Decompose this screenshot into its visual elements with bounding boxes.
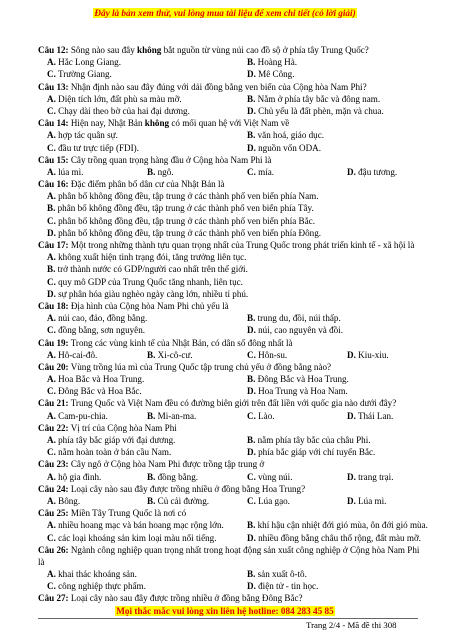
option-row bbox=[38, 495, 438, 507]
question-stem bbox=[38, 458, 438, 470]
question-text-part: Vùng trồng lúa mì của Trung Quốc tập trung chủ yếu ở đồng bằng nào? bbox=[70, 361, 332, 372]
option-text: Củ cải đường. bbox=[157, 495, 210, 506]
option-letter: D. bbox=[347, 471, 356, 482]
option-letter: D. bbox=[247, 386, 256, 397]
question-text bbox=[69, 484, 306, 494]
option-row bbox=[38, 93, 438, 105]
option-text: Lúa gạo. bbox=[258, 495, 290, 506]
question-number: Câu 17: bbox=[38, 240, 69, 250]
question-text-part: Một trong những thành tựu quan trọng nhất của Trung Quốc trong phát triển kinh tế - xã hội là bbox=[70, 240, 415, 250]
option-text: Nằm ở phía tây bắc và đông nam. bbox=[257, 93, 381, 104]
option-letter: A. bbox=[47, 410, 56, 421]
question-number: Câu 24: bbox=[38, 483, 69, 494]
question-text-part: Đặc điểm phân bố dân cư của Nhật Bản là bbox=[70, 179, 225, 190]
question-number: Câu 25: bbox=[38, 508, 69, 519]
hotline-text: Mọi thắc mắc vui lòng xin liên hệ hotline: 084 283 45 85 bbox=[116, 606, 334, 616]
answer-option[interactable] bbox=[238, 385, 438, 397]
answer-option[interactable] bbox=[238, 568, 438, 580]
question-text-part: Nhận định nào sau đây đúng với dải đồng bằng ven biển của Cộng hòa Nam Phi? bbox=[70, 81, 367, 92]
option-row bbox=[38, 410, 438, 422]
option-text: phân bố không đồng đều, tập trung ở các thành phố ven biển phía Tây. bbox=[57, 203, 314, 214]
option-letter: B. bbox=[47, 203, 56, 214]
answer-option[interactable] bbox=[38, 129, 238, 141]
option-letter: B. bbox=[147, 410, 156, 421]
option-letter: C. bbox=[47, 215, 56, 226]
question-stem bbox=[38, 337, 438, 349]
option-text: mía. bbox=[258, 166, 275, 177]
option-letter: D. bbox=[247, 581, 256, 592]
option-letter: A. bbox=[47, 191, 56, 202]
option-row bbox=[38, 385, 438, 397]
option-text: các loại khoáng sản kim loại màu nổi tiếng. bbox=[58, 532, 217, 543]
answer-option[interactable] bbox=[38, 568, 238, 580]
option-text: đầu tư trực tiếp (FDI). bbox=[58, 142, 139, 153]
question-text bbox=[69, 301, 229, 311]
option-text: Hoàng Hà. bbox=[257, 57, 298, 68]
option-text: công nghiệp thực phẩm. bbox=[58, 581, 146, 592]
option-letter: A. bbox=[47, 252, 56, 263]
question-number: Câu 16: bbox=[38, 179, 69, 190]
answer-option[interactable] bbox=[238, 142, 438, 154]
option-letter: C. bbox=[47, 447, 56, 458]
question-text-part: có mối quan hệ với Việt Nam về bbox=[169, 118, 290, 129]
option-text: Hắc Long Giang. bbox=[58, 57, 122, 68]
option-text: nằm phía tây bắc của châu Phi. bbox=[257, 435, 371, 445]
option-text: khí hậu cận nhiệt đới gió mùa, ôn đới gió mùa. bbox=[257, 520, 428, 531]
option-text: Hôn-su. bbox=[258, 349, 288, 360]
option-letter: C. bbox=[247, 495, 256, 506]
question-number: Câu 23: bbox=[38, 459, 69, 470]
answer-option[interactable] bbox=[38, 142, 238, 154]
answer-option[interactable] bbox=[338, 471, 438, 483]
option-letter: A. bbox=[47, 495, 56, 506]
option-letter: C. bbox=[247, 410, 256, 421]
answer-option[interactable] bbox=[238, 56, 438, 68]
option-text: Chạy dài theo bờ của hai đại dương. bbox=[58, 105, 190, 116]
option-text: không xuất hiện tình trạng đói, tăng trưởng liên tục. bbox=[58, 252, 247, 263]
question-text-part: Cây ngô ở Cộng hòa Nam Phi được trồng tập trung ở bbox=[70, 459, 265, 470]
answer-option[interactable] bbox=[238, 434, 438, 446]
option-text: đậu tương. bbox=[358, 166, 398, 177]
footer-divider bbox=[38, 618, 418, 619]
option-letter: A. bbox=[47, 166, 56, 177]
answer-option[interactable] bbox=[238, 68, 438, 80]
option-letter: C. bbox=[47, 105, 56, 116]
option-text: Lúa mì. bbox=[358, 495, 387, 506]
question-number: Câu 12: bbox=[38, 45, 69, 55]
answer-option[interactable] bbox=[238, 324, 438, 336]
answer-option[interactable] bbox=[38, 68, 238, 80]
answer-option[interactable] bbox=[238, 410, 338, 422]
question-stem bbox=[38, 422, 438, 434]
option-row bbox=[38, 312, 438, 324]
answer-option[interactable] bbox=[138, 410, 238, 422]
option-letter: A. bbox=[47, 471, 56, 482]
option-row bbox=[38, 349, 438, 361]
question-text-part: Địa hình của Cộng hòa Nam Phi chủ yếu là bbox=[70, 300, 229, 311]
answer-option[interactable] bbox=[238, 532, 438, 544]
answer-option[interactable] bbox=[38, 251, 438, 263]
option-letter: C. bbox=[47, 386, 56, 397]
option-letter: D. bbox=[347, 166, 356, 177]
answer-option[interactable] bbox=[238, 373, 438, 385]
hotline-footer bbox=[0, 606, 450, 616]
option-text: phía tây bắc giáp với đại dương. bbox=[58, 435, 176, 445]
answer-option[interactable] bbox=[38, 190, 438, 202]
answer-option[interactable] bbox=[38, 385, 238, 397]
answer-option[interactable] bbox=[338, 495, 438, 507]
answer-option[interactable] bbox=[238, 105, 438, 117]
option-letter: D. bbox=[347, 495, 356, 506]
answer-option[interactable] bbox=[38, 349, 138, 361]
question-text bbox=[69, 155, 272, 165]
question-text bbox=[69, 593, 303, 603]
option-letter: B. bbox=[247, 57, 256, 68]
option-row bbox=[38, 142, 438, 154]
option-text: khai thác khoáng sản. bbox=[58, 569, 137, 580]
option-row bbox=[38, 532, 438, 544]
question-stem bbox=[38, 300, 438, 312]
option-row bbox=[38, 580, 438, 592]
option-text: Kiu-xiu. bbox=[358, 349, 389, 360]
option-text: Mi-an-ma. bbox=[157, 410, 197, 421]
option-text: Cam-pu-chia. bbox=[58, 410, 108, 421]
option-text: ngô. bbox=[157, 166, 174, 177]
option-row bbox=[38, 446, 438, 458]
question-number: Câu 13: bbox=[38, 81, 69, 92]
answer-option[interactable] bbox=[38, 93, 238, 105]
option-text: Bông. bbox=[58, 495, 81, 506]
option-letter: B. bbox=[47, 264, 56, 275]
option-text: văn hoá, giáo dục. bbox=[257, 130, 325, 141]
question-stem bbox=[38, 507, 438, 519]
option-letter: D. bbox=[247, 325, 256, 336]
option-text: hợp tác quân sự. bbox=[58, 130, 118, 141]
option-row bbox=[38, 166, 438, 178]
option-letter: C. bbox=[247, 471, 256, 482]
question-number: Câu 22: bbox=[38, 422, 69, 433]
answer-option[interactable] bbox=[338, 166, 438, 178]
answer-option[interactable] bbox=[38, 446, 238, 458]
question-text bbox=[69, 459, 265, 469]
answer-option[interactable] bbox=[38, 276, 438, 288]
answer-option[interactable] bbox=[238, 446, 438, 458]
option-letter: A. bbox=[47, 130, 56, 141]
option-text: phân bố không đồng đều, tập trung ở các thành phố ven biển phía Đông. bbox=[58, 227, 322, 238]
question-number: Câu 26: bbox=[38, 544, 69, 555]
answer-option[interactable] bbox=[138, 349, 238, 361]
answer-option[interactable] bbox=[38, 410, 138, 422]
option-letter: D. bbox=[247, 532, 256, 543]
question-stem bbox=[38, 592, 438, 604]
question-text bbox=[69, 398, 397, 408]
option-letter: A. bbox=[47, 93, 56, 104]
answer-option[interactable] bbox=[138, 495, 238, 507]
option-text: Diện tích lớn, đất phù sa màu mỡ. bbox=[58, 93, 182, 104]
question-text-part: Trung Quốc và Việt Nam đều có đường biên giới trên đất liền với quốc gia nào dưới đây? bbox=[70, 398, 397, 409]
option-text: núi cao, đảo, đồng bằng. bbox=[58, 313, 148, 324]
option-text: hộ gia đình. bbox=[58, 471, 102, 482]
question-text bbox=[69, 423, 177, 433]
option-letter: A. bbox=[47, 57, 56, 68]
option-text: vùng núi. bbox=[258, 471, 293, 482]
answer-option[interactable] bbox=[38, 227, 438, 239]
option-text: lúa mì. bbox=[58, 166, 84, 177]
option-text: trung du, đồi, núi thấp. bbox=[257, 313, 341, 324]
page-label: Trang 2/4 - Mã đề thi 308 bbox=[306, 620, 397, 630]
option-letter: D. bbox=[347, 349, 356, 360]
answer-option[interactable] bbox=[238, 349, 338, 361]
question-stem bbox=[38, 239, 438, 251]
answer-option[interactable] bbox=[38, 373, 238, 385]
option-text: Hô-cai-đô. bbox=[58, 349, 98, 360]
question-stem bbox=[38, 483, 438, 495]
option-text: Hoa Trung và Hoa Nam. bbox=[258, 386, 348, 397]
option-text: phân bố không đồng đều, tập trung ở các thành phố ven biển phía Bắc. bbox=[58, 215, 315, 226]
option-letter: B. bbox=[247, 374, 256, 385]
option-text: Hoa Bắc và Hoa Trung. bbox=[58, 374, 145, 385]
option-letter: C. bbox=[47, 581, 56, 592]
option-letter: B. bbox=[247, 520, 256, 531]
option-row bbox=[38, 519, 438, 531]
question-number: Câu 19: bbox=[38, 337, 69, 348]
option-text: núi, cao nguyên và đồi. bbox=[258, 325, 343, 336]
question-text bbox=[69, 545, 420, 555]
answer-option[interactable] bbox=[38, 532, 238, 544]
question-text bbox=[69, 362, 332, 372]
question-text bbox=[69, 45, 369, 55]
answer-option[interactable] bbox=[38, 312, 238, 324]
preview-banner bbox=[0, 8, 450, 18]
question-text-part: Hiện nay, Nhật Bản bbox=[70, 118, 145, 129]
question-stem bbox=[38, 154, 438, 166]
question-list bbox=[38, 44, 438, 605]
option-letter: A. bbox=[47, 349, 56, 360]
option-letter: D. bbox=[247, 142, 256, 153]
option-letter: C. bbox=[47, 276, 56, 287]
option-text: phân bố không đồng đều, tập trung ở các thành phố ven biển phía Nam. bbox=[58, 191, 319, 202]
option-letter: A. bbox=[47, 435, 56, 445]
option-letter: C. bbox=[47, 532, 56, 543]
option-letter: C. bbox=[247, 349, 256, 360]
question-stem bbox=[38, 397, 438, 409]
option-letter: D. bbox=[247, 447, 256, 458]
option-letter: D. bbox=[247, 69, 256, 80]
answer-option[interactable] bbox=[38, 288, 438, 300]
answer-option[interactable] bbox=[238, 93, 438, 105]
option-text: Mê Công. bbox=[258, 69, 295, 80]
question-text-part: Sông nào sau đây bbox=[70, 45, 138, 55]
option-text: Lào. bbox=[258, 410, 275, 421]
answer-option[interactable] bbox=[38, 580, 238, 592]
question-text bbox=[69, 508, 187, 518]
answer-option[interactable] bbox=[38, 495, 138, 507]
option-letter: B. bbox=[147, 349, 156, 360]
option-letter: A. bbox=[47, 313, 56, 324]
option-letter: C. bbox=[247, 166, 256, 177]
option-letter: C. bbox=[47, 325, 56, 336]
question-text bbox=[69, 82, 367, 92]
question-emphasis: không bbox=[144, 118, 170, 129]
option-text: trang trại. bbox=[358, 471, 394, 482]
answer-option[interactable] bbox=[38, 519, 238, 531]
answer-option[interactable] bbox=[238, 166, 338, 178]
question-text-part: Ngành công nghiệp quan trọng nhất trong hoạt động sản xuất công nghiệp ở Cộng hòa Nam Phi bbox=[70, 544, 420, 555]
question-stem bbox=[38, 44, 438, 56]
option-text: đồng bằng. bbox=[157, 471, 199, 482]
option-text: Chủ yếu là đất phèn, mặn và chua. bbox=[258, 105, 384, 116]
option-text: quy mô GDP của Trung Quốc tăng nhanh, liên tục. bbox=[58, 276, 243, 287]
answer-option[interactable] bbox=[338, 349, 438, 361]
option-letter: D. bbox=[47, 288, 56, 299]
option-text: nhiều đồng bằng châu thổ rộng, đất màu mỡ. bbox=[258, 532, 422, 543]
preview-banner-text: Đây là bản xem thử, vui lòng mua tài liệu để xem chi tiết (có lời giải) bbox=[94, 8, 356, 18]
option-letter: A. bbox=[47, 569, 56, 580]
question-text bbox=[69, 118, 290, 128]
option-text: Đông Bắc và Hoa Trung. bbox=[257, 374, 349, 385]
option-row bbox=[38, 105, 438, 117]
question-number: Câu 14: bbox=[38, 118, 69, 129]
option-text: trở thành nước có GDP/người cao nhất trên thế giới. bbox=[57, 264, 248, 275]
question-stem bbox=[38, 178, 438, 190]
question-text bbox=[69, 338, 293, 348]
option-letter: D. bbox=[347, 410, 356, 421]
answer-option[interactable] bbox=[38, 166, 138, 178]
option-text: điện tử - tin học. bbox=[258, 581, 319, 592]
option-row bbox=[38, 68, 438, 80]
option-text: nhiều hoang mạc và bán hoang mạc rộng lớn. bbox=[58, 520, 224, 531]
option-text: nguồn vốn ODA. bbox=[258, 142, 322, 153]
answer-option[interactable] bbox=[38, 56, 238, 68]
option-letter: B. bbox=[247, 93, 256, 104]
option-text: Đông Bắc và Hoa Bắc. bbox=[58, 386, 142, 397]
answer-option[interactable] bbox=[238, 495, 338, 507]
option-letter: B. bbox=[247, 313, 256, 324]
answer-option[interactable] bbox=[38, 105, 238, 117]
option-letter: B. bbox=[247, 569, 256, 580]
question-number: Câu 21: bbox=[38, 398, 69, 409]
question-text-part: Cây trồng quan trọng hàng đầu ở Cộng hòa Nam Phi là bbox=[70, 154, 272, 165]
question-text-continuation: là bbox=[38, 556, 45, 567]
answer-option[interactable] bbox=[238, 471, 338, 483]
option-letter: B. bbox=[147, 495, 156, 506]
option-letter: A. bbox=[47, 374, 56, 385]
question-text-part: bắt nguồn từ vùng núi cao đồ sộ ở phía tây Trung Quốc? bbox=[161, 45, 369, 55]
option-letter: B. bbox=[247, 435, 256, 445]
option-text: Xi-cô-cư. bbox=[157, 349, 193, 360]
question-emphasis: không bbox=[137, 45, 162, 55]
option-text: sản xuất ô-tô. bbox=[257, 569, 307, 580]
option-text: đồng bằng, sơn nguyên. bbox=[58, 325, 146, 336]
option-row bbox=[38, 568, 438, 580]
option-row bbox=[38, 471, 438, 483]
option-text: sự phân hóa giàu nghèo ngày càng lớn, nhiều tỉ phú. bbox=[58, 288, 249, 299]
answer-option[interactable] bbox=[38, 471, 138, 483]
answer-option[interactable] bbox=[238, 129, 438, 141]
question-stem bbox=[38, 361, 438, 373]
option-letter: D. bbox=[247, 105, 256, 116]
option-text: Thái Lan. bbox=[357, 410, 394, 421]
option-letter: C. bbox=[47, 142, 56, 153]
question-text-part: Loại cây nào sau đây được trồng nhiều ở đồng bằng Đông Bắc? bbox=[70, 593, 303, 604]
option-letter: B. bbox=[247, 130, 256, 141]
option-row bbox=[38, 373, 438, 385]
answer-option[interactable] bbox=[38, 324, 238, 336]
answer-option[interactable] bbox=[338, 410, 438, 422]
question-text-part: Trong các vùng kinh tế của Nhật Bản, có dân số đông nhất là bbox=[70, 337, 293, 348]
question-text-part: Loại cây nào sau đây được trồng nhiều ở đồng bằng Hoa Trung? bbox=[70, 483, 306, 494]
option-letter: A. bbox=[47, 520, 56, 531]
answer-option[interactable] bbox=[238, 519, 438, 531]
question-stem bbox=[38, 544, 438, 556]
option-letter: B. bbox=[147, 166, 156, 177]
answer-option[interactable] bbox=[238, 312, 438, 324]
question-number: Câu 20: bbox=[38, 361, 69, 372]
option-letter: B. bbox=[147, 471, 156, 482]
answer-option[interactable] bbox=[38, 202, 438, 214]
answer-option[interactable] bbox=[38, 215, 438, 227]
answer-option[interactable] bbox=[238, 580, 438, 592]
question-stem bbox=[38, 81, 438, 93]
option-row bbox=[38, 129, 438, 141]
question-text-part: Miền Tây Trung Quốc là nơi có bbox=[70, 508, 187, 519]
option-row bbox=[38, 434, 438, 446]
answer-option[interactable] bbox=[138, 166, 238, 178]
answer-option[interactable] bbox=[38, 434, 238, 446]
question-text-part: Vị trí của Cộng hòa Nam Phi bbox=[70, 422, 177, 433]
option-letter: C. bbox=[47, 69, 56, 80]
option-row bbox=[38, 56, 438, 68]
option-letter: D. bbox=[47, 227, 56, 238]
question-text bbox=[69, 240, 415, 250]
question-number: Câu 18: bbox=[38, 300, 69, 311]
option-row bbox=[38, 324, 438, 336]
option-text: phía bắc giáp với chí tuyến Bắc. bbox=[258, 447, 376, 458]
option-text: nằm hoàn toàn ở bán cầu Nam. bbox=[58, 447, 172, 458]
question-number: Câu 27: bbox=[38, 593, 69, 604]
answer-option[interactable] bbox=[38, 263, 438, 275]
question-stem bbox=[38, 117, 438, 129]
question-number: Câu 15: bbox=[38, 154, 69, 165]
answer-option[interactable] bbox=[138, 471, 238, 483]
question-text bbox=[69, 179, 225, 189]
option-text: Trường Giang. bbox=[57, 69, 112, 80]
